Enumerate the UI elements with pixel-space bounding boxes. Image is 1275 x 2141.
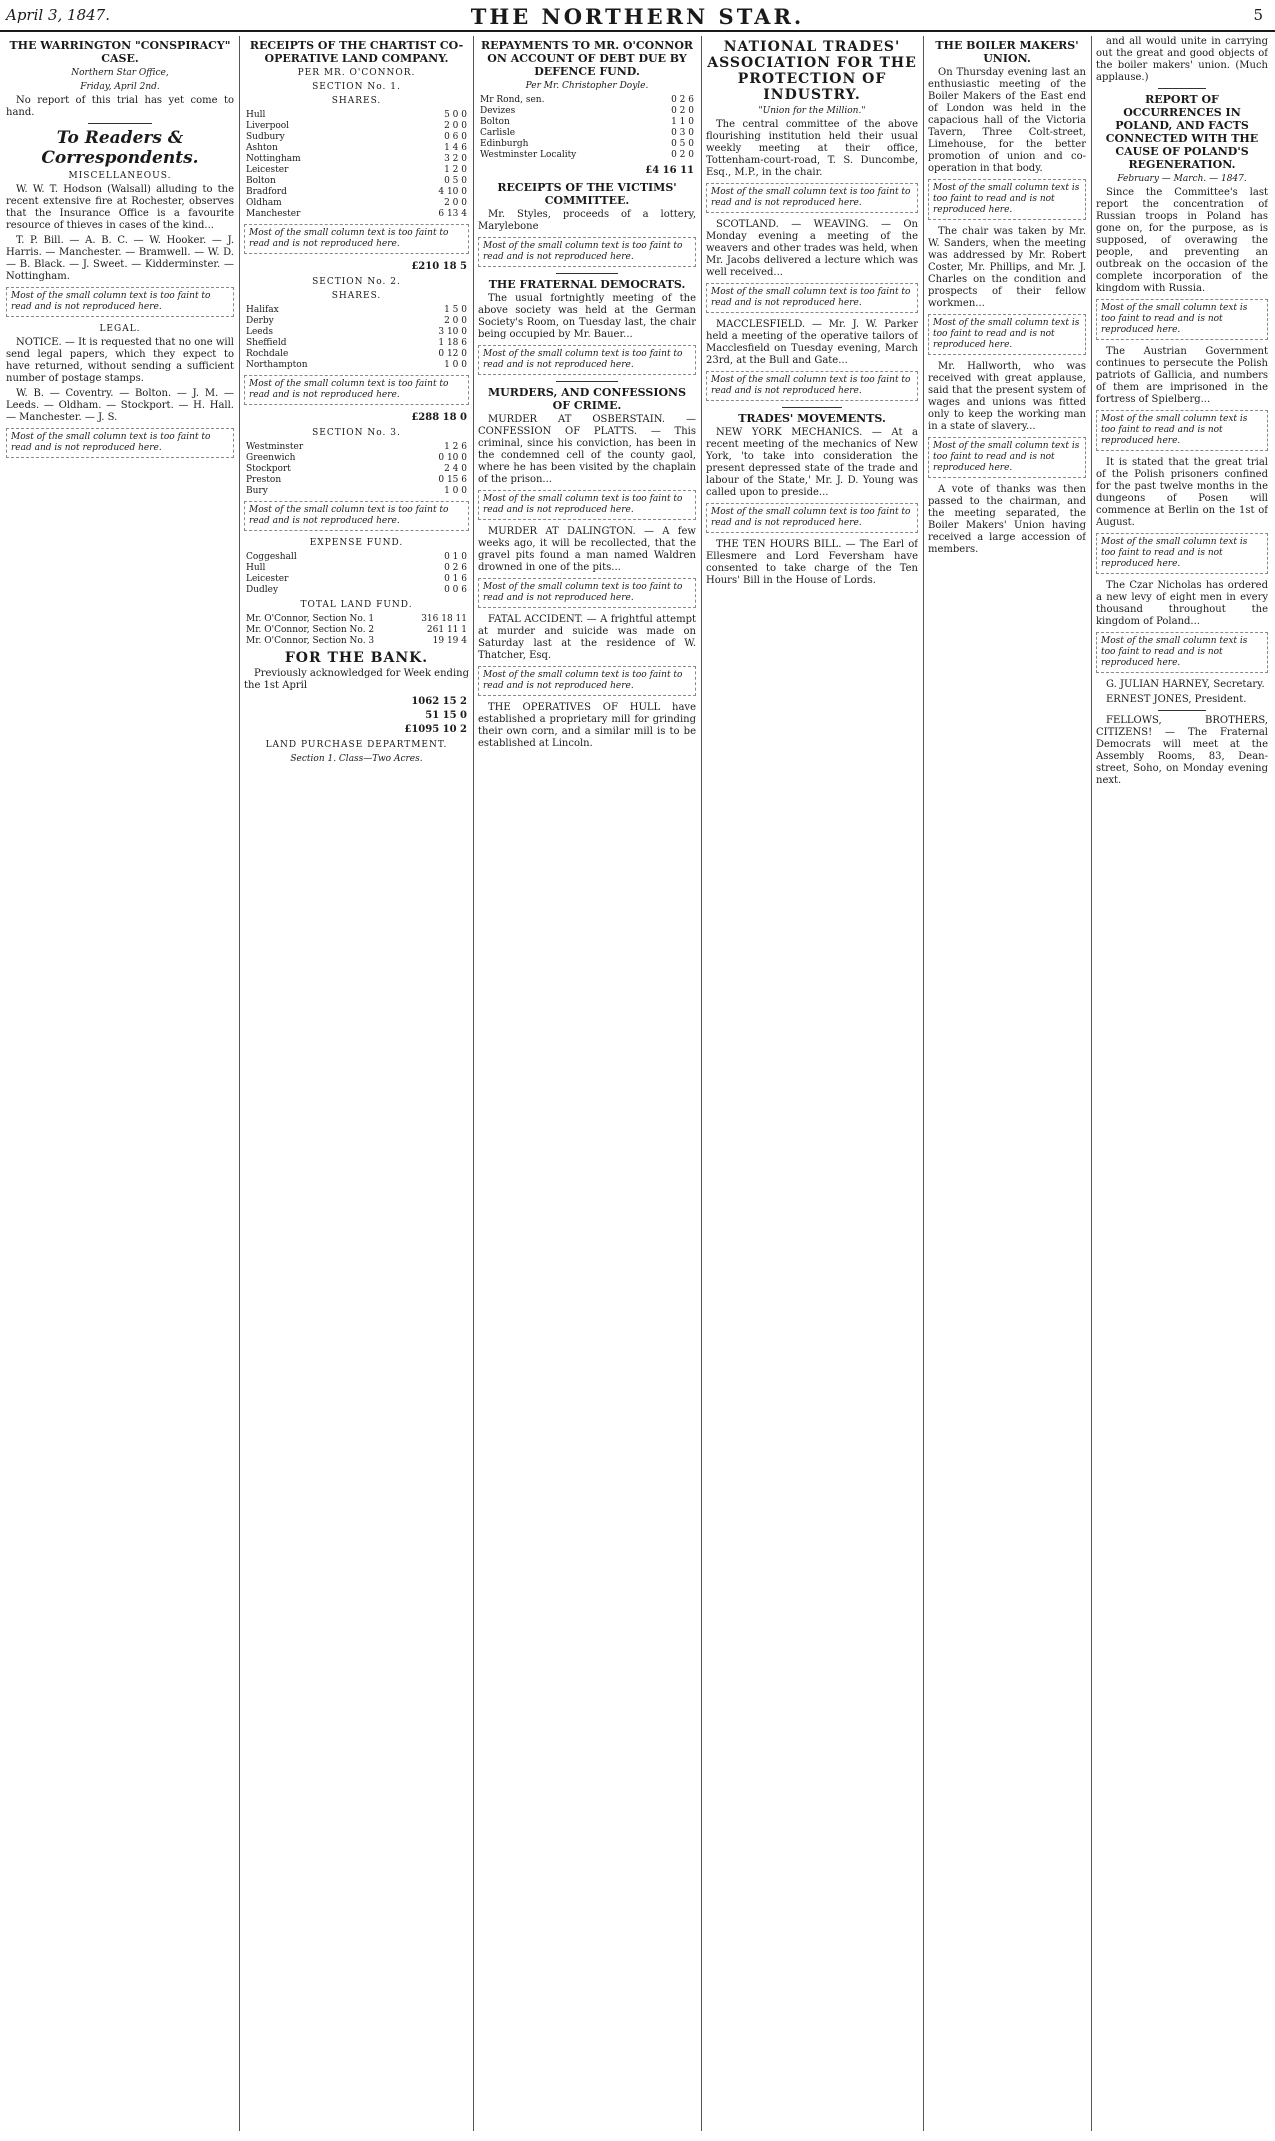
scotland-text: SCOTLAND. — WEAVING. — On Monday evening a meeting of the weavers and other trades was held, when Mr. Jacobs delivered a lecture which was well received... [706, 219, 918, 278]
masthead-date: April 3, 1847. [6, 6, 110, 24]
omitted-text-note: Most of the small column text is too faint to read and is not reproduced here. [478, 578, 696, 608]
ten-hours-text: THE TEN HOURS BILL. — The Earl of Ellesmere and Lord Feversham have consented to take charge of the Ten Hours' Bill in the House of Lords. [706, 539, 918, 586]
place-cell: Sheffield [246, 338, 287, 348]
new-york-text: NEW YORK MECHANICS. — At a recent meeting of the mechanics of New York, 'to take into consideration the present depressed state of the trade and labour of the State,' Mr. J. D. Young was called upon to preside... [706, 427, 918, 498]
signature: ERNEST JONES, President. [1106, 694, 1247, 705]
bank-amount: 51 15 0 [425, 710, 467, 721]
land-purchase-heading: LAND PURCHASE DEPARTMENT. [265, 740, 448, 750]
bank-heading: FOR THE BANK. [284, 650, 429, 666]
omitted-text-note: Most of the small column text is too faint to read and is not reproduced here. [928, 437, 1086, 478]
amount-cell: 0 15 6 [438, 475, 467, 485]
omitted-text-note: Most of the small column text is too faint to read and is not reproduced here. [706, 503, 918, 533]
omitted-text-note: Most of the small column text is too faint to read and is not reproduced here. [1096, 410, 1268, 451]
case-heading: THE WARRINGTON "CONSPIRACY" CASE. [9, 39, 231, 65]
place-cell: Coggeshall [246, 552, 297, 562]
repayments-total: £4 16 11 [645, 165, 694, 176]
table-row [244, 143, 469, 154]
section-2-heading: SECTION No. 2. [312, 277, 401, 287]
legal-heading: LEGAL. [99, 324, 141, 334]
boiler-makers-text: On Thursday evening last an enthusiastic meeting of the Boiler Makers of the East end of London was held in the capacious hall of the Victoria Tavern, Three Colt-street, Limehouse, for the better promotion of union and co-operation in that body. [928, 67, 1086, 174]
omitted-text-note: Most of the small column text is too faint to read and is not reproduced here. [478, 345, 696, 375]
bank-text: Previously acknowledged for Week ending the 1st April [244, 668, 469, 691]
table-row [244, 154, 469, 165]
poland-report-date: February — March. — 1847. [1117, 174, 1247, 184]
macclesfield-text: MACCLESFIELD. — Mr. J. W. Parker held a meeting of the operative tailors of Macclesfield on Tuesday evening, March 23rd, at the Bull and Gate... [706, 319, 918, 366]
table-row [244, 475, 469, 486]
land-fund-heading: TOTAL LAND FUND. [300, 600, 413, 610]
table-row [244, 132, 469, 143]
table-row [244, 574, 469, 585]
amount-cell: 2 0 0 [444, 316, 467, 326]
case-text: No report of this trial has yet come to hand. [6, 95, 234, 118]
receipts-subheading: PER MR. O'CONNOR. [297, 68, 416, 78]
place-cell: Oldham [246, 198, 282, 208]
column-rule [473, 36, 474, 2131]
place-cell: Bolton [246, 176, 276, 186]
legal-letters: W. B. — Coventry. — Bolton. — J. M. — Leeds. — Oldham. — Stockport. — H. Hall. — Manchester. — J. S. [6, 388, 234, 423]
amount-cell: 3 2 0 [444, 154, 467, 164]
amount-cell: 19 19 4 [432, 636, 467, 646]
place-cell: Derby [246, 316, 274, 326]
table-row [478, 95, 696, 106]
place-cell: Mr Rond, sen. [480, 95, 545, 105]
omitted-text-note: Most of the small column text is too faint to read and is not reproduced here. [478, 666, 696, 696]
section-3-heading: SECTION No. 3. [312, 428, 401, 438]
table-row [244, 585, 469, 596]
table-row [244, 165, 469, 176]
shares-label: SHARES. [331, 291, 382, 301]
amount-cell: 2 0 0 [444, 198, 467, 208]
table-row [244, 552, 469, 563]
bank-total: £1095 10 2 [404, 724, 467, 735]
place-cell: Manchester [246, 209, 301, 219]
murders-text: MURDER AT DALINGTON. — A few weeks ago, it will be recollected, that the gravel pits found a man named Waldren drowned in one of the pits... [478, 526, 696, 573]
amount-cell: 0 10 0 [438, 453, 467, 463]
masthead [0, 0, 1275, 32]
place-cell: Sudbury [246, 132, 285, 142]
omitted-text-note: Most of the small column text is too faint to read and is not reproduced here. [706, 283, 918, 313]
omitted-text-note: Most of the small column text is too faint to read and is not reproduced here. [706, 371, 918, 401]
column-rule [701, 36, 702, 2131]
poland-report-text: The Czar Nicholas has ordered a new levy of eight men in every thousand throughout the kingdom of Poland... [1096, 580, 1268, 627]
amount-cell: 1 0 0 [444, 486, 467, 496]
omitted-text-note: Most of the small column text is too faint to read and is not reproduced here. [1096, 533, 1268, 574]
place-cell: Hull [246, 563, 266, 573]
divider [88, 123, 152, 124]
section-1-total: £210 18 5 [411, 261, 467, 272]
place-cell: Westminster [246, 442, 304, 452]
boiler-makers-text: A vote of thanks was then passed to the chairman, and the meeting separated, the Boiler Makers' Union having received a large accession of members. [928, 484, 1086, 555]
table-row [478, 128, 696, 139]
column-5 [928, 36, 1086, 2131]
place-cell: Stockport [246, 464, 291, 474]
section-3-table [244, 442, 469, 497]
divider [1158, 710, 1206, 711]
column-rule [1091, 36, 1092, 2131]
amount-cell: 1 1 0 [671, 117, 694, 127]
fraternal-heading: THE FRATERNAL DEMOCRATS. [488, 278, 686, 291]
amount-cell: 1 0 0 [444, 360, 467, 370]
amount-cell: 0 5 0 [671, 139, 694, 149]
boiler-makers-continued: and all would unite in carrying out the great and good objects of the boiler makers' union. (Much applause.) [1096, 36, 1268, 83]
omitted-text-note: Most of the small column text is too faint to read and is not reproduced here. [928, 314, 1086, 355]
victims-heading: RECEIPTS OF THE VICTIMS' COMMITTEE. [497, 181, 677, 207]
table-row [244, 453, 469, 464]
place-cell: Halifax [246, 305, 279, 315]
place-cell: Bury [246, 486, 268, 496]
table-row [244, 176, 469, 187]
amount-cell: 0 1 6 [444, 574, 467, 584]
amount-cell: 6 13 4 [438, 209, 467, 219]
table-row [244, 305, 469, 316]
amount-cell: 0 1 0 [444, 552, 467, 562]
table-row [244, 187, 469, 198]
poland-report-text: The Austrian Government continues to persecute the Polish patriots of Gallicia, and numbers of them are imprisoned in the fortress of Spielberg... [1096, 346, 1268, 405]
place-cell: Ashton [246, 143, 278, 153]
poland-report-text: It is stated that the great trial of the Polish prisoners confined for the past twelve months in the dungeons of Posen will commence at Berlin on the 1st of August. [1096, 457, 1268, 528]
table-row [244, 327, 469, 338]
section-2-table [244, 305, 469, 371]
poland-report-text: Since the Committee's last report the concentration of Russian troops in Poland has gone on, for the purpose, as is supposed, of overawing the people, and preventing an outbreak on the occasion of the complete incorporation of the kingdom with Russia. [1096, 187, 1268, 294]
amount-cell: 2 0 0 [444, 121, 467, 131]
place-cell: Mr. O'Connor, Section No. 1 [246, 614, 375, 624]
place-cell: Greenwich [246, 453, 296, 463]
omitted-text-note: Most of the small column text is too faint to read and is not reproduced here. [6, 428, 234, 458]
case-date: Friday, April 2nd. [80, 82, 160, 92]
amount-cell: 316 18 11 [421, 614, 467, 624]
column-rule [239, 36, 240, 2131]
amount-cell: 5 0 0 [444, 110, 467, 120]
table-row [244, 625, 469, 636]
omitted-text-note: Most of the small column text is too faint to read and is not reproduced here. [6, 287, 234, 317]
section-2-total: £288 18 0 [411, 412, 467, 423]
place-cell: Leicester [246, 574, 289, 584]
place-cell: Mr. O'Connor, Section No. 2 [246, 625, 375, 635]
signature: G. JULIAN HARNEY, Secretary. [1106, 679, 1265, 690]
amount-cell: 1 18 6 [438, 338, 467, 348]
trades-association-heading: NATIONAL TRADES' ASSOCIATION FOR THE PROTECTION OF INDUSTRY. [707, 39, 917, 103]
omitted-text-note: Most of the small column text is too faint to read and is not reproduced here. [706, 183, 918, 213]
repayments-subheading: Per Mr. Christopher Doyle. [525, 81, 649, 91]
table-row [244, 614, 469, 625]
amount-cell: 1 2 0 [444, 165, 467, 175]
divider [556, 273, 617, 274]
place-cell: Preston [246, 475, 282, 485]
place-cell: Dudley [246, 585, 279, 595]
omitted-text-note: Most of the small column text is too faint to read and is not reproduced here. [244, 224, 469, 254]
amount-cell: 0 2 0 [671, 106, 694, 116]
table-row [244, 486, 469, 497]
boiler-makers-text: The chair was taken by Mr. W. Sanders, when the meeting was addressed by Mr. Robert Coster, Mr. Phillips, and Mr. J. Charles on the condition and prospects of their fellow workmen... [928, 226, 1086, 309]
hull-text: THE OPERATIVES OF HULL have established a proprietary mill for grinding their own corn, and a similar mill is to be established at Lincoln. [478, 702, 696, 749]
amount-cell: 0 5 0 [444, 176, 467, 186]
place-cell: Leeds [246, 327, 274, 337]
correspondents-letters: T. P. Bill. — A. B. C. — W. Hooker. — J. Harris. — Manchester. — Bramwell. — W. D. — B. Black. — J. Sweet. — Kidderminster. — Nottingham. [6, 235, 234, 282]
amount-cell: 2 4 0 [444, 464, 467, 474]
place-cell: Westminster Locality [480, 150, 577, 160]
land-fund-table [244, 614, 469, 647]
fraternal-text: The usual fortnightly meeting of the above society was held at the German Society's Room, on Tuesday last, the chair being occupied by Mr. Bauer... [478, 293, 696, 340]
place-cell: Devizes [480, 106, 516, 116]
place-cell: Northampton [246, 360, 308, 370]
place-cell: Leicester [246, 165, 289, 175]
victims-text: Mr. Styles, proceeds of a lottery, Marylebone [478, 209, 696, 232]
page-number: 5 [1253, 6, 1263, 24]
place-cell: Bolton [480, 117, 510, 127]
column-4 [706, 36, 918, 2131]
correspondents-heading: To Readers & Correspondents. [41, 128, 199, 168]
table-row [244, 636, 469, 647]
amount-cell: 0 6 0 [444, 132, 467, 142]
trades-movements-heading: TRADES' MOVEMENTS. [738, 412, 886, 425]
amount-cell: 0 12 0 [438, 349, 467, 359]
table-row [244, 360, 469, 371]
amount-cell: 261 11 1 [426, 625, 467, 635]
table-row [244, 464, 469, 475]
amount-cell: 3 10 0 [438, 327, 467, 337]
legal-first-item: NOTICE. — It is requested that no one will send legal papers, which they expect to have returned, without sending a sufficient number of postage stamps. [6, 337, 234, 384]
table-row [244, 442, 469, 453]
trades-association-motto: "Union for the Million." [758, 106, 866, 116]
place-cell: Rochdale [246, 349, 289, 359]
amount-cell: 0 2 6 [444, 563, 467, 573]
section-1-table [244, 110, 469, 220]
omitted-text-note: Most of the small column text is too faint to read and is not reproduced here. [1096, 632, 1268, 673]
correspondents-subheading: MISCELLANEOUS. [68, 171, 172, 181]
murders-text: MURDER AT OSBERSTAIN. — CONFESSION OF PLATTS. — This criminal, since his conviction, has been in the condemned cell of the county gaol, where he has been visited by the chaplain of the prison... [478, 414, 696, 485]
case-office: Northern Star Office, [71, 68, 169, 78]
omitted-text-note: Most of the small column text is too faint to read and is not reproduced here. [244, 375, 469, 405]
table-row [244, 563, 469, 574]
place-cell: Nottingham [246, 154, 301, 164]
trades-association-intro: The central committee of the above flourishing institution held their usual weekly meeting at their office, Tottenham-court-road, T. S. Duncombe, Esq., M.P., in the chair. [706, 119, 918, 178]
amount-cell: 1 4 6 [444, 143, 467, 153]
column-3 [478, 36, 696, 2131]
place-cell: Hull [246, 110, 266, 120]
column-1 [6, 36, 234, 2131]
bank-amount: 1062 15 2 [411, 696, 467, 707]
column-6 [1096, 36, 1268, 2131]
table-row [244, 338, 469, 349]
table-row [244, 121, 469, 132]
column-2 [244, 36, 469, 2131]
amount-cell: 1 2 6 [444, 442, 467, 452]
amount-cell: 0 3 0 [671, 128, 694, 138]
table-row [244, 110, 469, 121]
place-cell: Bradford [246, 187, 287, 197]
table-row [478, 106, 696, 117]
section-1-heading: SECTION No. 1. [312, 82, 401, 92]
expense-fund-table [244, 552, 469, 596]
boiler-makers-heading: THE BOILER MAKERS' UNION. [935, 39, 1079, 65]
masthead-title: THE NORTHERN STAR. [470, 4, 805, 29]
omitted-text-note: Most of the small column text is too faint to read and is not reproduced here. [244, 501, 469, 531]
amount-cell: 0 0 6 [444, 585, 467, 595]
divider [556, 381, 617, 382]
amount-cell: 1 5 0 [444, 305, 467, 315]
repayments-heading: REPAYMENTS TO MR. O'CONNOR ON ACCOUNT OF DEBT DUE BY DEFENCE FUND. [480, 39, 694, 78]
table-row [244, 349, 469, 360]
omitted-text-note: Most of the small column text is too faint to read and is not reproduced here. [478, 237, 696, 267]
receipts-heading: RECEIPTS OF THE CHARTIST CO-OPERATIVE LAND COMPANY. [249, 39, 464, 65]
column-rule [923, 36, 924, 2131]
omitted-text-note: Most of the small column text is too faint to read and is not reproduced here. [478, 490, 696, 520]
place-cell: Mr. O'Connor, Section No. 3 [246, 636, 375, 646]
fraternal-notice: FELLOWS, BROTHERS, CITIZENS! — The Fraternal Democrats will meet at the Assembly Rooms, 83, Dean-street, Soho, on Monday evening next. [1096, 715, 1268, 786]
amount-cell: 4 10 0 [438, 187, 467, 197]
table-row [244, 198, 469, 209]
table-row [478, 139, 696, 150]
amount-cell: 0 2 0 [671, 150, 694, 160]
murders-heading: MURDERS, AND CONFESSIONS OF CRIME. [487, 386, 687, 412]
expense-fund-heading: EXPENSE FUND. [309, 538, 404, 548]
repayments-table [478, 95, 696, 161]
omitted-text-note: Most of the small column text is too faint to read and is not reproduced here. [1096, 299, 1268, 340]
boiler-makers-text: Mr. Hallworth, who was received with great applause, said that the present system of wages and unions was fitted only to keep the working man in a state of slavery... [928, 361, 1086, 432]
omitted-text-note: Most of the small column text is too faint to read and is not reproduced here. [928, 179, 1086, 220]
amount-cell: 0 2 6 [671, 95, 694, 105]
land-purchase-subheading: Section 1. Class—Two Acres. [290, 754, 423, 764]
divider [782, 407, 841, 408]
place-cell: Carlisle [480, 128, 516, 138]
table-row [244, 209, 469, 220]
place-cell: Liverpool [246, 121, 290, 131]
divider [1158, 88, 1206, 89]
shares-label: SHARES. [331, 96, 382, 106]
table-row [478, 117, 696, 128]
poland-report-heading: REPORT OF OCCURRENCES IN POLAND, AND FACTS CONNECTED WITH THE CAUSE OF POLAND'S REGENERATION. [1105, 93, 1259, 171]
table-row [244, 316, 469, 327]
murders-text: FATAL ACCIDENT. — A frightful attempt at murder and suicide was made on Saturday last at the residence of W. Thatcher, Esq. [478, 614, 696, 661]
table-row [478, 150, 696, 161]
correspondents-first-item: W. W. T. Hodson (Walsall) alluding to the recent extensive fire at Rochester, observes that the Insurance Office is a favourite resource of thieves in cases of the kind... [6, 184, 234, 231]
place-cell: Edinburgh [480, 139, 529, 149]
